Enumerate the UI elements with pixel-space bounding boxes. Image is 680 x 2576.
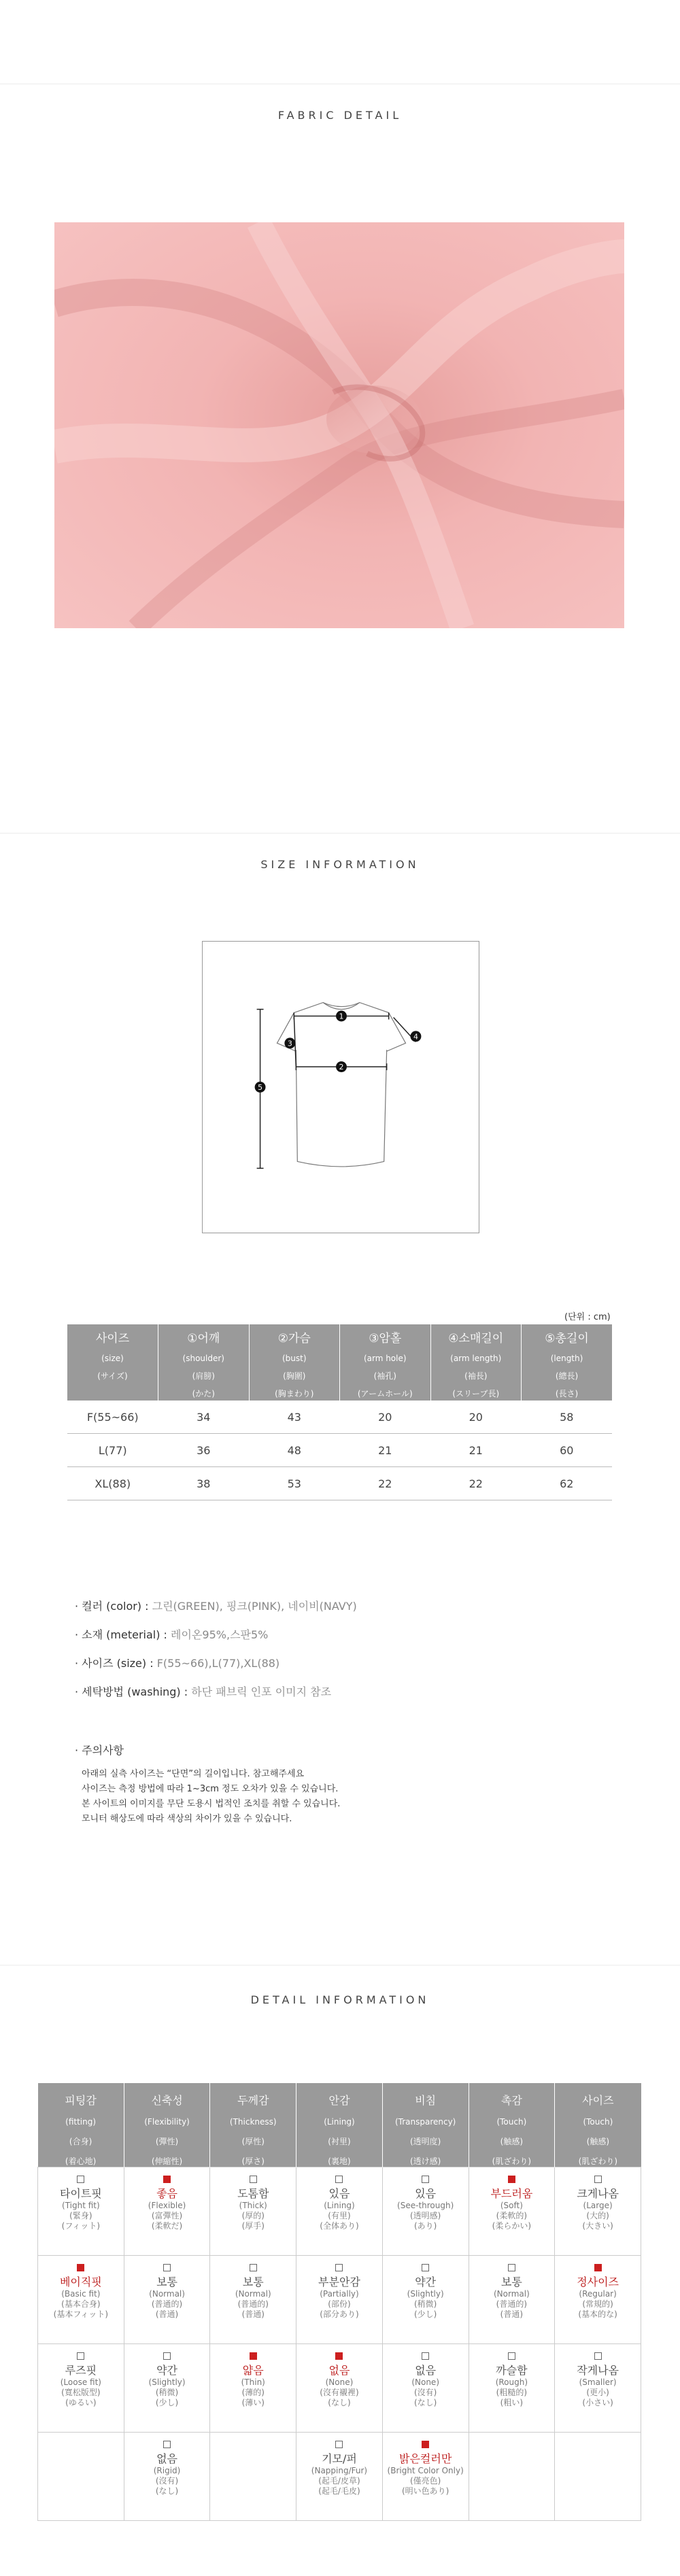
option-sublabel: (薄い) [241, 2398, 265, 2407]
unchecked-box-icon [77, 2176, 84, 2183]
option-sublabel: (Bright Color Only) [387, 2466, 464, 2475]
unchecked-box-icon [422, 2176, 429, 2183]
unchecked-box-icon [250, 2264, 257, 2271]
option-sublabel: (Smaller) [579, 2377, 617, 2387]
checked-box-icon [77, 2264, 84, 2271]
detail-option-cell [296, 2433, 383, 2521]
size-information-title: SIZE INFORMATION [260, 858, 420, 871]
detail-option-cell [555, 2344, 641, 2433]
size-cell: L(77) [67, 1434, 158, 1467]
length-col-header: ⑤총길이 (length) (總長) (長さ) [522, 1324, 613, 1401]
unchecked-box-icon [77, 2352, 84, 2360]
option-label: 크게나옴 [577, 2187, 619, 2200]
detail-option-cell [296, 2344, 383, 2433]
option-sublabel: (Slightly) [407, 2289, 444, 2299]
table-row [67, 1434, 612, 1467]
checked-box-icon [163, 2176, 171, 2183]
option-sublabel: (粗い) [500, 2398, 524, 2407]
option-sublabel: (厚的) [241, 2211, 265, 2220]
option-label: 보통 [156, 2276, 178, 2288]
thickness-col-header: 두께감 (Thickness) (厚性) (厚さ) [210, 2083, 296, 2167]
option-sublabel: (全体あり) [320, 2221, 359, 2231]
fabric-detail-title: FABRIC DETAIL [277, 109, 403, 122]
checked-box-icon [335, 2352, 343, 2360]
bust-cell: 43 [249, 1401, 340, 1434]
detail-option-cell [296, 2167, 383, 2256]
option-sublabel: (Soft) [500, 2201, 523, 2210]
table-row [38, 2167, 641, 2256]
detail-option-cell [124, 2344, 210, 2433]
option-label: 보통 [242, 2276, 264, 2288]
unchecked-box-icon [422, 2352, 429, 2360]
option-label: 없음 [415, 2364, 437, 2377]
option-sublabel: (None) [411, 2377, 439, 2387]
option-sublabel: (明い色あり) [401, 2486, 449, 2496]
diagram-marker-3 [284, 1037, 295, 1048]
svg-text:1: 1 [339, 1012, 344, 1021]
option-sublabel: (Large) [583, 2201, 613, 2210]
option-sublabel: (なし) [328, 2398, 351, 2407]
transparency-col-header: 비침 (Transparency) (透明度) (透け感) [382, 2083, 469, 2167]
shoulder-cell: 34 [158, 1401, 250, 1434]
unchecked-box-icon [508, 2352, 515, 2360]
option-sublabel: (僅亮色) [409, 2476, 441, 2486]
option-sublabel: (粗糙的) [496, 2388, 528, 2397]
option-sublabel: (あり) [413, 2221, 437, 2231]
detail-option-cell [124, 2433, 210, 2521]
detail-option-cell [382, 2433, 469, 2521]
detail-option-cell [124, 2256, 210, 2344]
detail-option-cell [469, 2344, 555, 2433]
detail-option-cell [555, 2167, 641, 2256]
unchecked-box-icon [163, 2264, 171, 2271]
detail-option-cell [469, 2256, 555, 2344]
option-label: 타이트핏 [59, 2187, 102, 2200]
arm-length-cell: 22 [430, 1467, 522, 1500]
detail-option-cell [210, 2256, 296, 2344]
bust-cell: 48 [249, 1434, 340, 1467]
option-label: 기모/퍼 [322, 2452, 357, 2465]
option-label: 약간 [415, 2276, 437, 2288]
info-color: · 컬러 (color) : 그린(GREEN), 핑크(PINK), 네이비(NAVY) [75, 1600, 357, 1613]
detail-option-cell [555, 2256, 641, 2344]
info-washing: · 세탁방법 (washing) : 하단 패브릭 인포 이미지 참조 [75, 1685, 332, 1698]
tshirt-outline [277, 1003, 405, 1167]
option-sublabel: (小さい) [582, 2398, 613, 2407]
option-sublabel: (Normal) [149, 2289, 185, 2299]
option-sublabel: (Normal) [235, 2289, 271, 2299]
option-sublabel: (普通的) [237, 2299, 269, 2309]
svg-text:3: 3 [287, 1039, 292, 1048]
detail-option-cell [38, 2167, 124, 2256]
unchecked-box-icon [335, 2264, 343, 2271]
section-divider-1 [0, 833, 680, 834]
option-sublabel: (基本合身) [61, 2299, 101, 2309]
info-size: · 사이즈 (size) : F(55~66),L(77),XL(88) [75, 1657, 280, 1670]
arm-length-col-header: ④소매길이 (arm length) (袖長) (スリーブ長) [430, 1324, 522, 1401]
option-sublabel: (普通的) [151, 2299, 183, 2309]
detail-option-cell [469, 2433, 555, 2521]
detail-option-cell [124, 2167, 210, 2256]
notice-line: 사이즈는 측정 방법에 따라 1~3cm 정도 오차가 있을 수 있습니다. [82, 1784, 339, 1794]
option-label: 없음 [156, 2452, 178, 2465]
option-sublabel: (有里) [328, 2211, 351, 2220]
option-sublabel: (部份) [328, 2299, 351, 2309]
option-sublabel: (Basic fit) [61, 2289, 101, 2299]
touch-col-header: 촉감 (Touch) (触感) (肌ざわり) [469, 2083, 555, 2167]
svg-text:2: 2 [339, 1063, 344, 1072]
bust-cell: 53 [249, 1467, 340, 1500]
option-sublabel: (ゆるい) [65, 2398, 97, 2407]
option-label: 부분안감 [318, 2276, 360, 2288]
flexibility-col-header: 신축성 (Flexibility) (彈性) (伸縮性) [124, 2083, 210, 2167]
size-col-header: 사이즈 (Touch) (触感) (肌ざわり) [555, 2083, 641, 2167]
option-sublabel: (緊身) [69, 2211, 92, 2220]
arm-length-cell: 21 [430, 1434, 522, 1467]
option-label: 없음 [328, 2364, 350, 2377]
unit-label: (단위 : cm) [564, 1312, 611, 1322]
shoulder-col-header: ①어깨 (shoulder) (肩膀) (かた) [158, 1324, 250, 1401]
option-sublabel: (Flexible) [148, 2201, 186, 2210]
detail-option-cell [38, 2433, 124, 2521]
option-sublabel: (柔軟だ) [151, 2221, 183, 2231]
table-row [67, 1401, 612, 1434]
option-label: 밝은컬러만 [399, 2452, 452, 2465]
detail-table-header [38, 2083, 641, 2167]
option-sublabel: (透明感) [409, 2211, 441, 2220]
table-row [67, 1467, 612, 1500]
arm-length-cell: 20 [430, 1401, 522, 1434]
option-label: 루즈핏 [65, 2364, 97, 2377]
shoulder-cell: 38 [158, 1467, 250, 1500]
option-sublabel: (柔らかい) [492, 2221, 532, 2231]
option-label: 부드러움 [490, 2187, 533, 2200]
table-row [38, 2256, 641, 2344]
detail-option-cell [469, 2167, 555, 2256]
option-sublabel: (Partially) [320, 2289, 359, 2299]
option-sublabel: (普通) [500, 2309, 524, 2319]
size-diagram [202, 941, 479, 1233]
option-sublabel: (沒有) [413, 2388, 437, 2397]
info-material: · 소재 (meterial) : 레이온95%,스판5% [75, 1628, 269, 1641]
unchecked-box-icon [508, 2264, 515, 2271]
length-cell: 60 [522, 1434, 613, 1467]
fitting-col-header: 피팅감 (fitting) (合身) (着心地) [38, 2083, 124, 2167]
size-col-header: 사이즈 (size) (サイズ) [67, 1324, 158, 1401]
length-cell: 58 [522, 1401, 613, 1434]
checked-box-icon [594, 2264, 602, 2271]
checked-box-icon [250, 2352, 257, 2360]
option-sublabel: (起毛/毛皮) [318, 2486, 360, 2496]
notice-title: · 주의사항 [75, 1744, 124, 1757]
detail-option-cell [210, 2167, 296, 2256]
option-sublabel: (少し) [413, 2309, 437, 2319]
option-label: 베이직핏 [59, 2276, 102, 2288]
option-sublabel: (薄的) [241, 2388, 265, 2397]
detail-table [37, 2083, 641, 2521]
option-sublabel: (Regular) [579, 2289, 617, 2299]
option-sublabel: (富彈性) [151, 2211, 183, 2220]
option-sublabel: (沒有) [155, 2476, 179, 2486]
option-sublabel: (部分あり) [320, 2309, 359, 2319]
unchecked-box-icon [250, 2176, 257, 2183]
option-sublabel: (Lining) [324, 2201, 355, 2210]
option-sublabel: (Normal) [493, 2289, 530, 2299]
diagram-marker-1 [336, 1011, 347, 1022]
option-sublabel: (Slightly) [148, 2377, 186, 2387]
notice-line: 아래의 실측 사이즈는 “단면”의 길이입니다. 참고해주세요 [82, 1769, 305, 1779]
unchecked-box-icon [594, 2176, 602, 2183]
option-sublabel: (稍微) [413, 2299, 437, 2309]
option-sublabel: (フィット) [61, 2221, 101, 2231]
size-cell: F(55~66) [67, 1401, 158, 1434]
unchecked-box-icon [335, 2441, 343, 2448]
option-sublabel: (少し) [155, 2398, 179, 2407]
detail-option-cell [210, 2433, 296, 2521]
option-sublabel: (See-through) [397, 2201, 454, 2210]
fabric-photo [54, 222, 624, 628]
table-row [38, 2344, 641, 2433]
size-table-header [67, 1324, 612, 1401]
unchecked-box-icon [422, 2264, 429, 2271]
diagram-marker-5 [255, 1082, 266, 1093]
option-sublabel: (起毛/皮草) [318, 2476, 360, 2486]
option-sublabel: (基本フィット) [53, 2309, 109, 2319]
option-sublabel: (なし) [155, 2486, 179, 2496]
detail-option-cell [38, 2344, 124, 2433]
bust-col-header: ②가슴 (bust) (胸圍) (胸まわり) [249, 1324, 340, 1401]
size-cell: XL(88) [67, 1467, 158, 1500]
option-sublabel: (普通的) [496, 2299, 528, 2309]
length-cell: 62 [522, 1467, 613, 1500]
checked-box-icon [508, 2176, 515, 2183]
option-label: 정사이즈 [577, 2276, 619, 2288]
option-label: 있음 [328, 2187, 350, 2200]
lining-col-header: 안감 (Lining) (衬里) (裏地) [296, 2083, 383, 2167]
unchecked-box-icon [335, 2176, 343, 2183]
armhole-cell: 22 [340, 1467, 431, 1500]
option-sublabel: (更小) [586, 2388, 609, 2397]
option-sublabel: (Rigid) [153, 2466, 181, 2475]
detail-option-cell [210, 2344, 296, 2433]
table-row [38, 2433, 641, 2521]
option-label: 작게나옴 [577, 2364, 619, 2377]
option-sublabel: (Thin) [241, 2377, 265, 2387]
unchecked-box-icon [163, 2441, 171, 2448]
option-label: 약간 [156, 2364, 178, 2377]
option-sublabel: (普通) [155, 2309, 179, 2319]
diagram-marker-2 [336, 1061, 347, 1072]
option-sublabel: (常規的) [582, 2299, 613, 2309]
detail-information-title: DETAIL INFORMATION [250, 1993, 430, 2006]
detail-option-cell [555, 2433, 641, 2521]
option-sublabel: (None) [325, 2377, 354, 2387]
option-sublabel: (稍微) [155, 2388, 179, 2397]
checked-box-icon [422, 2441, 429, 2448]
option-sublabel: (柔軟的) [496, 2211, 528, 2220]
option-sublabel: (普通) [241, 2309, 265, 2319]
option-sublabel: (厚手) [241, 2221, 265, 2231]
option-label: 좋음 [156, 2187, 178, 2200]
shoulder-cell: 36 [158, 1434, 250, 1467]
armhole-cell: 20 [340, 1401, 431, 1434]
option-sublabel: (なし) [413, 2398, 437, 2407]
detail-option-cell [382, 2344, 469, 2433]
option-sublabel: (Rough) [495, 2377, 528, 2387]
option-sublabel: (Loose fit) [60, 2377, 101, 2387]
armhole-col-header: ③암홀 (arm hole) (袖孔) (アームホール) [340, 1324, 431, 1401]
option-sublabel: (大きい) [582, 2221, 613, 2231]
option-sublabel: (Napping/Fur) [311, 2466, 368, 2475]
diagram-marker-4 [410, 1031, 421, 1042]
unchecked-box-icon [594, 2352, 602, 2360]
detail-option-cell [38, 2256, 124, 2344]
option-label: 도톰함 [237, 2187, 269, 2200]
notice-line: 모니터 해상도에 따라 색상의 차이가 있을 수 있습니다. [82, 1814, 292, 1824]
notice-line: 본 사이트의 이미지를 무단 도용시 법적인 조치를 취할 수 있습니다. [82, 1799, 341, 1809]
option-sublabel: (大的) [586, 2211, 609, 2220]
detail-option-cell [382, 2167, 469, 2256]
armhole-cell: 21 [340, 1434, 431, 1467]
option-label: 보통 [500, 2276, 522, 2288]
option-sublabel: (Thick) [239, 2201, 267, 2210]
option-sublabel: (Tight fit) [62, 2201, 100, 2210]
option-sublabel: (沒有襯裡) [320, 2388, 359, 2397]
detail-option-cell [382, 2256, 469, 2344]
detail-option-cell [296, 2256, 383, 2344]
svg-text:5: 5 [258, 1082, 263, 1092]
unchecked-box-icon [163, 2352, 171, 2360]
option-sublabel: (寬松版型) [61, 2388, 101, 2397]
option-sublabel: (基本的な) [578, 2309, 617, 2319]
size-table [67, 1324, 612, 1500]
option-label: 까슬함 [496, 2364, 528, 2377]
option-label: 있음 [415, 2187, 437, 2200]
svg-text:4: 4 [413, 1032, 418, 1042]
option-label: 얇음 [242, 2364, 264, 2377]
